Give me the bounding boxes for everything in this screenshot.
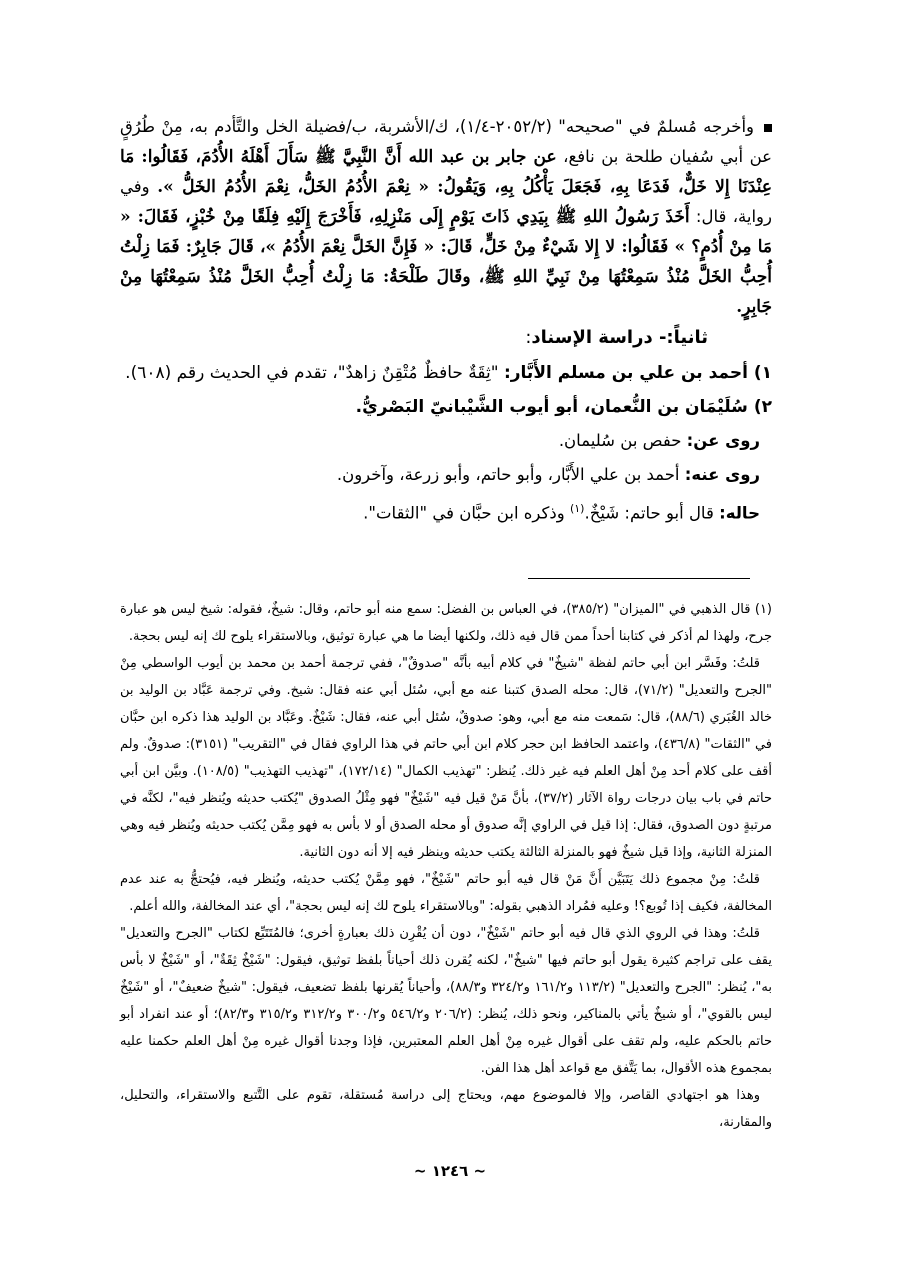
bullet-square-icon: [764, 124, 772, 132]
field-value: قال أبو حاتم: شَيْخٌ.: [584, 503, 720, 523]
narrator-name: أحمد بن علي بن مسلم الأَبَّار:: [503, 363, 748, 383]
field-value-tail: وذكره ابن حبَّان في "الثقات".: [363, 503, 570, 523]
narrator-2: [120, 390, 772, 424]
field-value: حفص بن سُليمان.: [558, 431, 687, 450]
footnote-separator: [528, 578, 750, 579]
field-haluhu: [120, 492, 760, 531]
footnote-paragraph: (١) قال الذهبي في "الميزان" (٣٨٥/٢)، في العباس بن الفضل: سمع منه أبو حاتم، وقال: شيخٌ، فقوله: شيخ ليس هو عبارة جرح، ولهذا لم أذكر في كتابنا أحداً ممن قال فيه ذلك، ولكنها أيضا ما هي عبارة توثيق، وبالاستقراء يلوح لك إنه ليس بحجة.: [120, 602, 772, 644]
field-rawa-an: [120, 424, 760, 458]
field-label: روى عن:: [686, 431, 760, 450]
hadith-connector: وفي رواية، قال:: [120, 177, 772, 226]
field-rawa-anhu: [120, 458, 760, 492]
field-label: حاله:: [719, 503, 760, 523]
hadith-paragraph: [120, 112, 772, 322]
hadith-text-1: عن جابر بن عبد الله أَنَّ النَّبِيَّ ﷺ سَأَلَ أَهْلَهُ الأُدُمَ، فَقَالُوا: مَا عِنْدَنَا إِلا خَلٌّ، فَدَعَا بِهِ، فَجَعَلَ يَأْكُلُ بِهِ، وَيَقُولُ: « نِعْمَ الأُدُمُ الخَلُّ، نِعْمَ الأُدُمُ الخَلُّ ».: [120, 147, 772, 197]
section-heading-text: ثانياً:- دراسة الإسناد: [531, 327, 708, 348]
hadith-text-2: أَخَذَ رَسُولُ اللهِ ﷺ بِيَدِي ذَاتَ يَوْمٍ إِلَى مَنْزِلِهِ، فَأَخْرَجَ إِلَيْهِ فِلَقًا مِنْ خُبْزٍ، فَقَالَ: « مَا مِنْ أُدُمٍ؟ » فَقَالُوا: لا إِلا شَيْءٌ مِنْ خَلٍّ، قَالَ: « فَإِنَّ الخَلَّ نِعْمَ الأُدُمُ »، قَالَ جَابِرٌ: فَمَا زِلْتُ أُحِبُّ الخَلَّ مُنْذُ سَمِعْتُهَا مِنْ نَبِيِّ اللهِ ﷺ، وقَالَ طَلْحَةُ: مَا زِلْتُ أُحِبُّ الخَلَّ مُنْذُ سَمِعْتُهَا مِنْ جَابِرٍ.: [120, 207, 772, 317]
narrator-name: سُلَيْمَان بن النُّعمان، أبو أيوب الشَّيْبانيّ البَصْريُّ.: [355, 397, 748, 417]
hadith-intro: وأخرجه مُسلمٌ في "صحيحه" (٢٠٥٢/٢-١/٤)، ك/الأشربة، ب/فضيلة الخل والتَّأدم به، مِنْ طُرُقٍ عن أبي سُفيان طلحة بن نافع،: [120, 117, 772, 166]
footnote-paragraph: وهذا هو اجتهادي القاصر، وإلا فالموضوع مهم، ويحتاج إلى دراسة مُستقلة، تقوم على التَّتبع والاستقراء، والتحليل، والمقارنة،: [120, 1088, 772, 1130]
field-label: روى عنه:: [684, 465, 760, 484]
main-text: [120, 112, 772, 531]
field-value: أحمد بن علي الأَبَّار، وأبو حاتم، وأبو زرعة، وآخرون.: [336, 465, 685, 484]
section-heading-colon: :: [525, 327, 532, 348]
footnotes: [120, 596, 772, 1136]
section-heading: [120, 322, 708, 354]
footnote-paragraph: قلتُ: وفَسَّر ابن أبي حاتم لفظة "شيخٌ" في كلام أبيه بأنَّه "صدوقٌ"، ففي ترجمة أحمد بن محمد بن أيوب الواسطي مِنْ "الجرح والتعديل" (٧١/٢)، قال: محله الصدق كتبنا عنه مع أبي، سُئل أبي عنه فقال: شيخ. وفي ترجمة عَبَّاد بن الوليد بن خالد الغُبَري (٨٨/٦)، قال: سَمعت منه مع أبي، وهو: صدوقٌ، سُئل أبي عنه، فقال: شَيْخٌ. وعَبَّاد بن الوليد هذا ذكره ابن حبَّان في "الثقات" (٤٣٦/٨)، واعتمد الحافظ ابن حجر كلام ابن أبي حاتم في هذا الراوي فقال في "التقريب" (٣١٥١): صدوقٌ. ولم أقف على كلام أحد مِنْ أهل العلم فيه غير ذلك. يُنظر: "تهذيب الكمال" (١٧٢/١٤)، "تهذيب التهذيب" (١٠٨/٥). وبيَّن ابن أبي حاتم في باب بيان درجات رواة الآثار (٣٧/٢)، بأنَّ مَنْ قيل فيه "شَيْخٌ" فهو مِثْلُ الصدوق "يُكتب حديثه ويُنظر فيه"، لكنَّه في مرتبةٍ دون الصدوق، فقال: إذا قيل في الراوي إنَّه صدوق أو محله الصدق أو لا بأس به فهو مِمَّن يُكتب حديثه ويُنظر فيه وهي المنزلة الثانية، وإذا قيل شيخٌ فهو بالمنزلة الثالثة يكتب حديثه وينظر فيه إلا أنه دون الثانية.: [120, 656, 773, 860]
narrator-number: ١): [747, 363, 772, 383]
narrator-1: [120, 356, 772, 390]
narrator-number: ٢): [747, 397, 772, 417]
narrator-desc: "ثِقَةٌ حافظٌ مُتْقِنٌ زاهدٌ"، تقدم في الحديث رقم (٦٠٨).: [125, 363, 504, 383]
footnote-paragraph: قلتُ: مِنْ مجموع ذلك يَتَبَيَّن أَنَّ مَنْ قال فيه أبو حاتم "شَيْخٌ"، فهو مِمَّنْ يُكتب حديثه، ويُنظر فيه، فيُحتجُّ به عند عدم المخالفة، فكيف إذا تُوبع؟! وعليه فمُراد الذهبي بقوله: "وبالاستقراء يلوح لك إنه ليس بحجة"، أي عند المخالفة، والله أعلم.: [120, 872, 772, 914]
footnote-paragraph: قلتُ: وهذا في الروي الذي قال فيه أبو حاتم "شَيْخٌ"، دون أن يُقْرِن ذلك بعبارةٍ أخرى؛ فالمُتَتَبِّع لكتاب "الجرح والتعديل" يقف على تراجم كثيرة يقول أبو حاتم فيها "شيخٌ"، لكنه يُقرن ذلك أحياناً بلفظ توثيق، فيقول: "شَيْخٌ ثِقَةٌ"، أو "شَيْخٌ لا بأس به"، يُنظر: "الجرح والتعديل" (١١٣/٢ و١٦١/٢ و٣٢٤/٢ و٨٨/٣)، وأحياناً يُقرنها بلفظ تضعيف، فيقول: "شيخٌ ضعيفٌ"، أو "شَيْخٌ ليس بالقوي"، أو شيخٌ يأتي بالمناكير، ونحو ذلك، يُنظر: (٢٠٦/٢ و٥٤٦/٢ و٣٠٠/٢ و٣١٢/٢ و٣١٥/٢ و٨٢/٣)؛ أو عند انفراد أبو حاتم بالحكم عليه، ولم تقف على أقوال غيره مِنْ أهل العلم المعتبرين، فإذا وجدنا أقوال غيره مِنْ أهل العلم حكمنا عليه بمجموع هذه الأقوال، بما يَتَّفق مع قواعد أهل هذا الفن.: [120, 926, 772, 1076]
page-number: ~ ١٢٤٦ ~: [413, 1162, 487, 1180]
footnote-ref[interactable]: (١): [569, 502, 585, 515]
